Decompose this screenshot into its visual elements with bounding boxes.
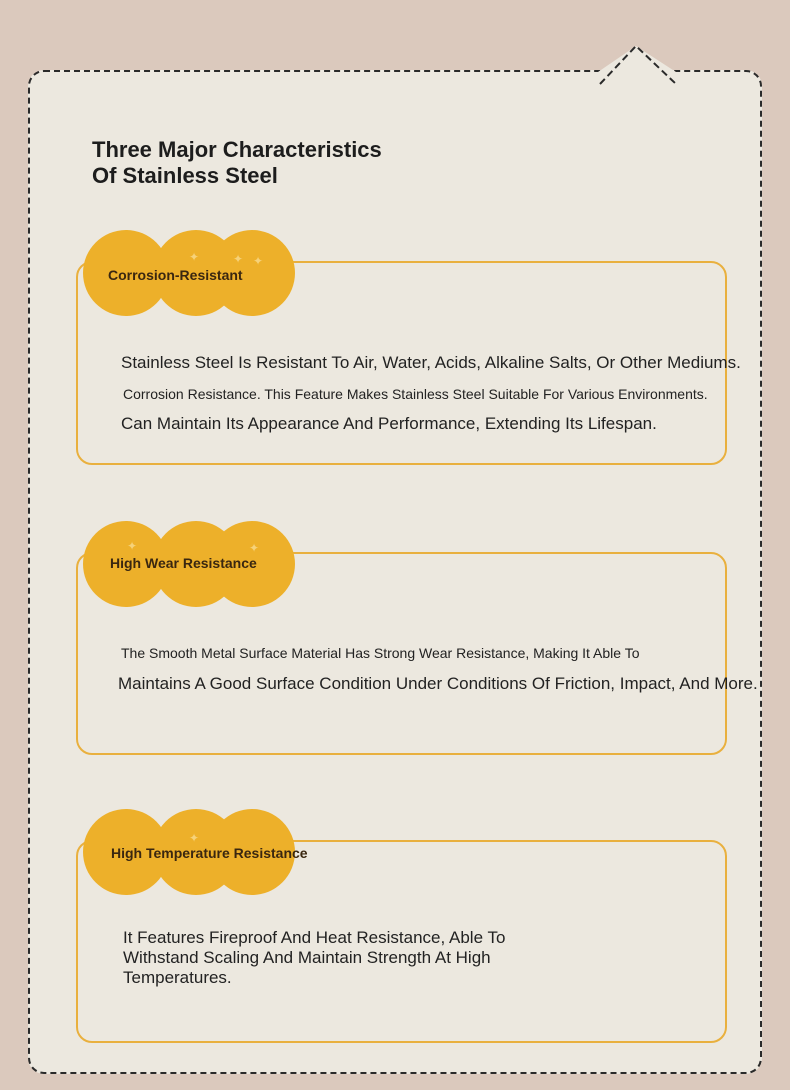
sparkle-icon: ✦ bbox=[253, 254, 264, 268]
feature-text-line: Temperatures. bbox=[123, 968, 232, 987]
feature-text-line: Stainless Steel Is Resistant To Air, Water, Acids, Alkaline Salts, Or Other Mediums. bbox=[121, 353, 741, 372]
feature-text-line: Corrosion Resistance. This Feature Makes Stainless Steel Suitable For Various Environments. bbox=[123, 386, 708, 402]
page-title-line-2: Of Stainless Steel bbox=[92, 163, 278, 188]
sparkle-icon: ✦ bbox=[233, 252, 244, 266]
feature-text-line: Maintains A Good Surface Condition Under Conditions Of Friction, Impact, And More. bbox=[118, 674, 758, 693]
feature-text-line: The Smooth Metal Surface Material Has Strong Wear Resistance, Making It Able To bbox=[121, 645, 640, 661]
sparkle-icon: ✦ bbox=[127, 539, 138, 553]
page-title bbox=[92, 137, 428, 189]
feature-text-line: It Features Fireproof And Heat Resistance, Able To bbox=[123, 928, 506, 947]
feature-text-line: Withstand Scaling And Maintain Strength At High bbox=[123, 948, 491, 967]
sparkle-icon: ✦ bbox=[249, 541, 260, 555]
sparkle-icon: ✦ bbox=[189, 831, 200, 845]
feature-text-line: Can Maintain Its Appearance And Performance, Extending Its Lifespan. bbox=[121, 414, 657, 433]
panel-notch bbox=[0, 0, 790, 110]
page-title-line-1: Three Major Characteristics bbox=[92, 137, 382, 162]
feature-label: High Temperature Resistance bbox=[111, 845, 308, 861]
sparkle-icon: ✦ bbox=[189, 250, 200, 264]
feature-label: High Wear Resistance bbox=[110, 555, 257, 571]
feature-label: Corrosion-Resistant bbox=[108, 267, 243, 283]
